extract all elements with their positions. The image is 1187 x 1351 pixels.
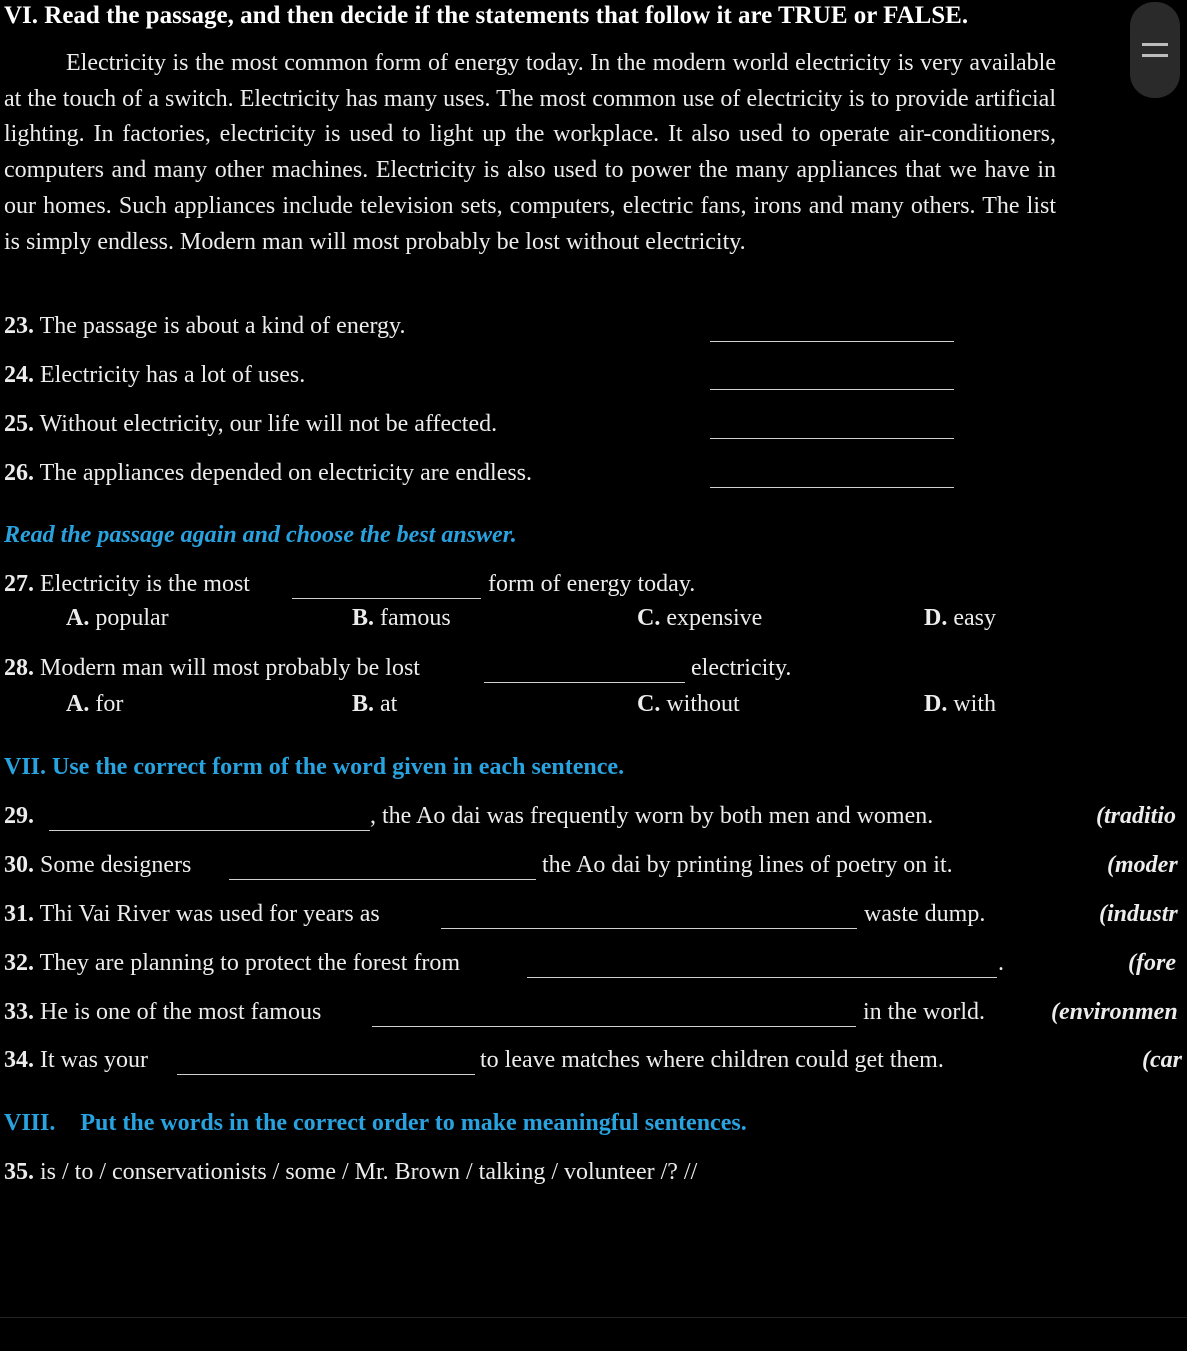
answer-blank-27[interactable] xyxy=(292,598,481,599)
question-33: 33. He is one of the most famous xyxy=(4,999,322,1025)
scroll-handle[interactable] xyxy=(1130,2,1180,98)
word-hint-29: (traditio xyxy=(1096,803,1177,829)
answer-blank-23[interactable] xyxy=(710,341,954,342)
question-31: 31. Thi Vai River was used for years as xyxy=(4,901,380,927)
option-28-c[interactable]: C. without xyxy=(637,691,740,717)
option-27-c[interactable]: C. expensive xyxy=(637,605,763,631)
statement-26: 26. The appliances depended on electricity are endless. xyxy=(4,460,533,486)
question-33-after: in the world. xyxy=(863,999,985,1025)
answer-blank-25[interactable] xyxy=(710,438,954,439)
answer-blank-31[interactable] xyxy=(441,928,857,929)
section-7-heading: VII. Use the correct form of the word given in each sentence. xyxy=(4,754,625,780)
question-30-after: the Ao dai by printing lines of poetry on it. xyxy=(542,852,953,878)
answer-blank-32[interactable] xyxy=(527,977,997,978)
question-28: 28. Modern man will most probably be lost xyxy=(4,655,420,681)
answer-blank-33[interactable] xyxy=(372,1026,856,1027)
handle-grip-icon xyxy=(1142,43,1168,46)
option-27-d[interactable]: D. easy xyxy=(924,605,996,631)
handle-grip-icon xyxy=(1142,54,1168,57)
question-32: 32. They are planning to protect the forest from xyxy=(4,950,461,976)
question-34: 34. It was your xyxy=(4,1047,148,1073)
section-6-heading: VI. Read the passage, and then decide if the statements that follow it are TRUE or FALSE. xyxy=(4,2,969,29)
answer-blank-26[interactable] xyxy=(710,487,954,488)
option-28-b[interactable]: B. at xyxy=(352,691,398,717)
question-27: 27. Electricity is the most xyxy=(4,571,250,597)
answer-blank-28[interactable] xyxy=(484,682,685,683)
section-6-subheading: Read the passage again and choose the best answer. xyxy=(4,522,517,548)
word-hint-34: (car xyxy=(1142,1047,1182,1073)
reading-passage xyxy=(4,46,1056,260)
question-29-after: , the Ao dai was frequently worn by both men and women. xyxy=(370,803,934,829)
divider xyxy=(0,1317,1187,1318)
word-hint-33: (environmen xyxy=(1051,999,1178,1025)
question-31-after: waste dump. xyxy=(864,901,986,927)
option-27-a[interactable]: A. popular xyxy=(66,605,169,631)
word-hint-31: (industr xyxy=(1099,901,1178,927)
question-35: 35. is / to / conservationists / some / Mr. Brown / talking / volunteer /? // xyxy=(4,1159,698,1185)
answer-blank-24[interactable] xyxy=(710,389,954,390)
word-hint-32: (fore xyxy=(1128,950,1176,976)
passage-text: Electricity is the most common form of energy today. In the modern world electricity is very available at the touch of a switch. Electricity has many uses. The most common use of electricity is to provide artificial lighting. In factories, electricity is used to light up the workplace. It also used to operate air-conditioners, computers and many other machines. Electricity is also used to power the many appliances that we have in our homes. Such appliances include television sets, computers, electric fans, irons and many others. The list is simply endless. Modern man will most probably be lost without electricity. xyxy=(4,50,1056,255)
option-28-d[interactable]: D. with xyxy=(924,691,997,717)
question-28-after: electricity. xyxy=(691,655,792,681)
question-30: 30. Some designers xyxy=(4,852,192,878)
question-29: 29. xyxy=(4,803,34,829)
option-27-b[interactable]: B. famous xyxy=(352,605,451,631)
answer-blank-30[interactable] xyxy=(229,879,536,880)
question-34-after: to leave matches where children could get them. xyxy=(480,1047,944,1073)
option-28-a[interactable]: A. for xyxy=(66,691,124,717)
statement-24: 24. Electricity has a lot of uses. xyxy=(4,362,306,388)
statement-23: 23. The passage is about a kind of energy. xyxy=(4,313,406,339)
question-27-after: form of energy today. xyxy=(488,571,696,597)
section-8-heading: VIII. Put the words in the correct order to make meaningful sentences. xyxy=(4,1110,747,1136)
answer-blank-34[interactable] xyxy=(177,1074,475,1075)
answer-blank-29[interactable] xyxy=(49,830,370,831)
question-32-after: . xyxy=(998,950,1004,976)
word-hint-30: (moder xyxy=(1107,852,1178,878)
statement-25: 25. Without electricity, our life will not be affected. xyxy=(4,411,498,437)
